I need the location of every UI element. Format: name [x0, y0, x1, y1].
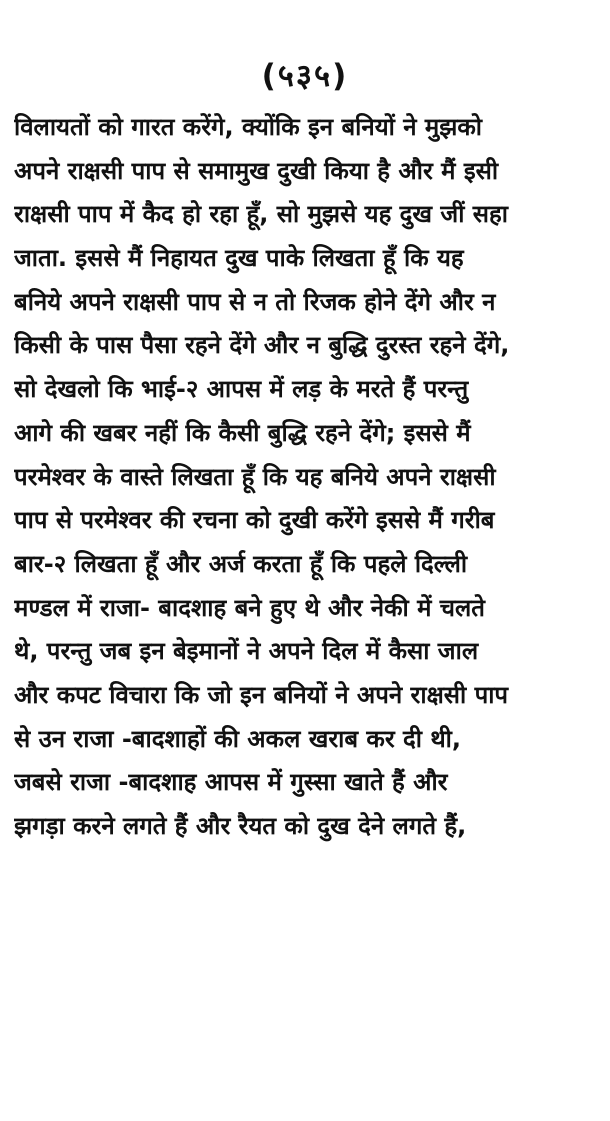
text-line: राक्षसी पाप में कैद हो रहा हूँ, सो मुझसे यह दुख जीं सहा — [14, 200, 508, 229]
text-line: बनिये अपने राक्षसी पाप से न तो रिजक होने देंगे और न — [14, 287, 496, 316]
text-line: किसी के पास पैसा रहने देंगे और न बुद्धि दुरस्त रहने देंगे, — [14, 331, 510, 360]
text-line: जबसे राजा -बादशाह आपस में गुस्सा खाते हैं और — [14, 768, 448, 797]
text-line: अपने राक्षसी पाप से समामुख दुखी किया है और मैं इसी — [14, 156, 499, 185]
text-line: और कपट विचारा कि जो इन बनियों ने अपने राक्षसी पाप — [14, 680, 509, 709]
text-line: बार-२ लिखता हूँ और अर्ज करता हूँ कि पहले दिल्ली — [14, 549, 468, 578]
text-line: मण्डल में राजा- बादशाह बने हुए थे और नेकी में चलते — [14, 593, 485, 622]
text-line: आगे की खबर नहीं कि कैसी बुद्धि रहने देंगे; इससे मैं — [14, 418, 471, 447]
page-number: (५३५) — [261, 58, 349, 94]
text-line: परमेश्वर के वास्ते लिखता हूँ कि यह बनिये अपने राक्षसी — [14, 462, 496, 491]
text-line: जाता. इससे मैं निहायत दुख पाके लिखता हूँ कि यह — [14, 244, 464, 273]
text-line: पाप से परमेश्वर की रचना को दुखी करेंगे इससे मैं गरीब — [14, 506, 495, 535]
text-line: विलायतों को गारत करेंगे, क्योंकि इन बनियों ने मुझको — [14, 113, 483, 141]
body-text — [14, 106, 604, 849]
text-line: सो देखलो कि भाई-२ आपस में लड़ के मरते हैं परन्तु — [14, 375, 469, 404]
text-line: झगड़ा करने लगते हैं और रैयत को दुख देने लगते हैं, — [14, 812, 467, 840]
text-line: से उन राजा -बादशाहों की अकल खराब कर दी थी, — [14, 724, 462, 753]
text-line: थे, परन्तु जब इन बेइमानों ने अपने दिल में कैसा जाल — [14, 637, 479, 666]
